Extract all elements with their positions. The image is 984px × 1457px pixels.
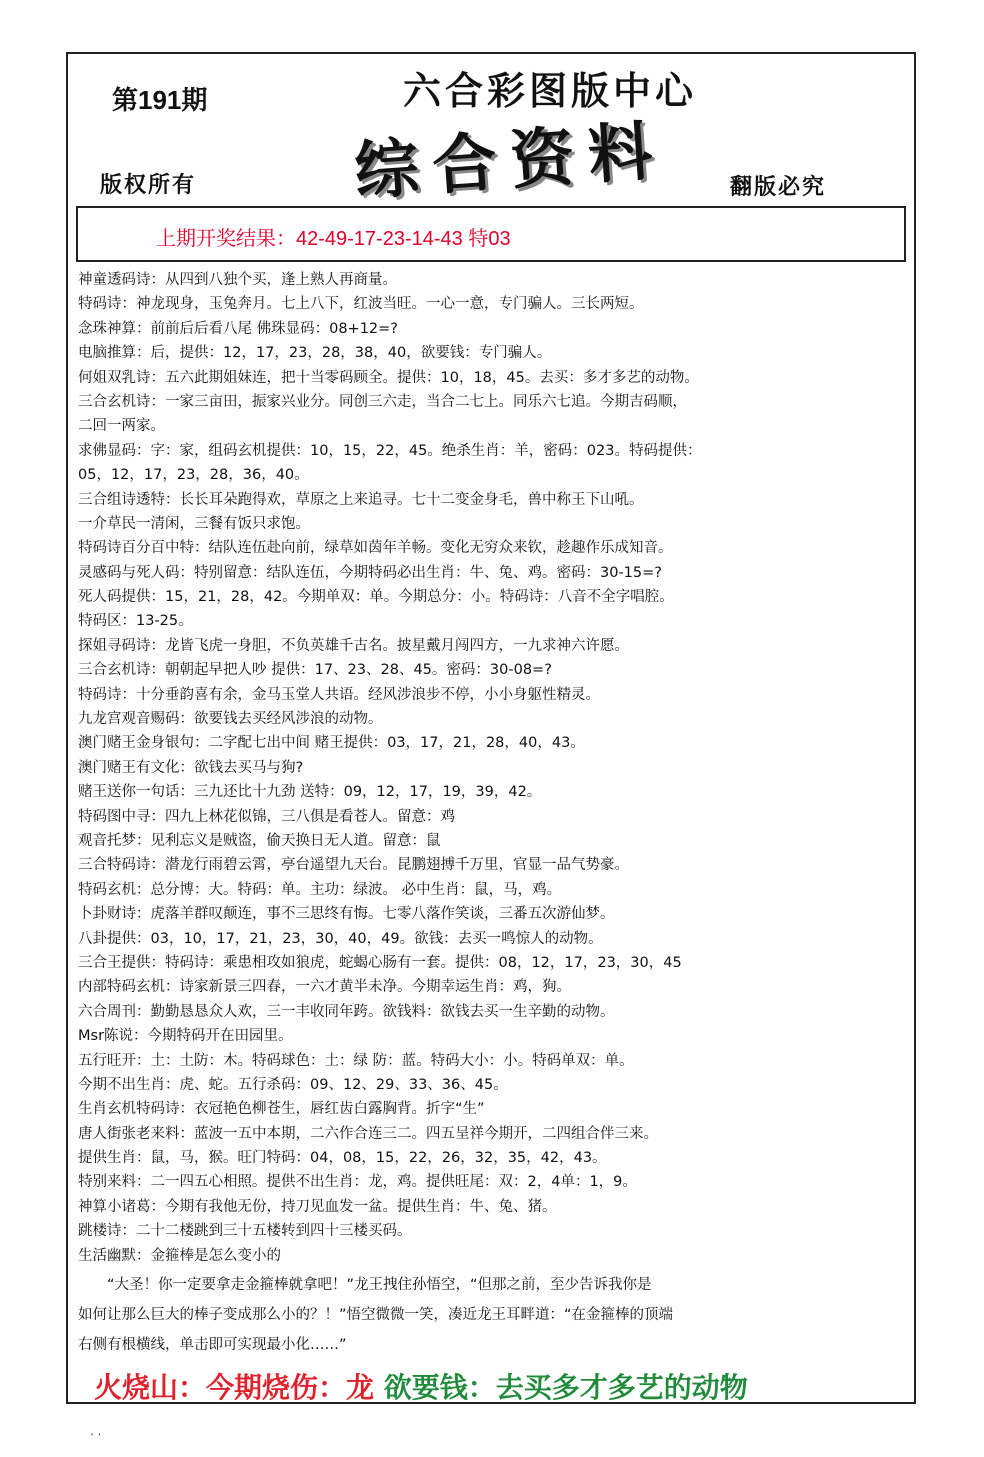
content-line: 特码诗：十分垂韵喜有余，金马玉堂人共语。经风涉浪步不停，小小身躯性精灵。	[78, 686, 600, 703]
content-line: 死人码提供：15，21，28，42。今期单双：单。今期总分：小。特码诗：八音不全字唱腔。	[78, 589, 674, 606]
content-line: 赌王送你一句话：三九还比十九劲 送特：09，12，17，19，39，42。	[78, 784, 542, 801]
content-line: 三合玄机诗：朝朝起早把人吵 提供：17、23、28、45。密码：30-08=?	[78, 662, 552, 679]
footer-banner	[94, 1366, 748, 1406]
story-line: 右侧有根横线，单击即可实现最小化……”	[78, 1337, 347, 1353]
content-line: 特码诗：神龙现身，玉兔奔月。七上八下，红波当旺。一心一意，专门骗人。三长两短。	[78, 296, 644, 313]
content-line: 三合王提供：特码诗：乘患相攻如狼虎，蛇蝎心肠有一套。提供：08，12，17，23，30，45	[78, 954, 682, 971]
story-line: “大圣！你一定要拿走金箍棒就拿吧！”龙王拽住孙悟空，“但那之前，至少告诉我你是	[78, 1277, 652, 1293]
content-line: 二回一两家。	[78, 418, 165, 435]
content-line: 九龙宫观音赐码：欲要钱去买经风涉浪的动物。	[78, 711, 383, 728]
content-line: 生活幽默：金箍棒是怎么变小的	[78, 1247, 281, 1264]
content-line: 提供生肖：鼠，马，猴。旺门特码：04，08，15，22，26，32，35，42，43。	[78, 1150, 607, 1167]
copyright-left: 版权所有	[100, 173, 197, 198]
content-list	[78, 268, 908, 1268]
main-title: 综合资料	[352, 113, 669, 210]
content-line: 念珠神算：前前后后看八尾 佛珠显码：08+12=?	[78, 320, 399, 337]
content-line: 一介草民一清闲，三餐有饭只求饱。	[78, 515, 310, 532]
content-line: 观音托梦：见利忘义是贼盗，偷天换日无人道。留意：鼠	[78, 832, 441, 849]
content-line: 三合玄机诗：一家三亩田，振家兴业分。同创三六走，当合二七上。同乐六七追。今期吉码顺，	[78, 393, 687, 410]
content-line: 唐人街张老来料：蓝波一五中本期，二六作合连三二。四五呈祥今期开，二四组合伴三来。	[78, 1125, 658, 1142]
content-line: 电脑推算：后，提供：12，17，23，28，38，40，欲要钱：专门骗人。	[78, 345, 552, 362]
content-line: 跳楼诗：二十二楼跳到三十五楼转到四十三楼买码。	[78, 1223, 412, 1240]
content-line: 今期不出生肖：虎、蛇。五行杀码：09、12、29、33、36、45。	[78, 1076, 508, 1093]
content-line: 特码诗百分百中特：结队连伍赴向前，绿草如茵年羊畅。变化无穷众来钦，趁趣作乐成知音。	[78, 540, 673, 557]
content-line: 探姐寻码诗：龙皆飞虎一身胆，不负英雄千古名。披星戴月闯四方，一九求神六许愿。	[78, 637, 629, 654]
content-line: 特码图中寻：四九上林花似锦，三八俱是看苍人。留意：鸡	[78, 808, 455, 825]
content-line: 五行旺开：土：土防：木。特码球色：土：绿 防：蓝。特码大小：小。特码单双：单。	[78, 1052, 634, 1069]
content-line: 特码玄机：总分博：大。特码：单。主功：绿波。 必中生肖：鼠，马，鸡。	[78, 881, 562, 898]
footer-red-text: 火烧山：今期烧伤：龙	[94, 1371, 375, 1404]
content-line: 卜卦财诗：虎落羊群叹颠连，事不三思终有悔。七零八落作笑谈，三番五次游仙梦。	[78, 906, 615, 923]
center-title: 六合彩图版中心	[402, 68, 697, 113]
content-line: 灵感码与死人码：特别留意：结队连伍，今期特码必出生肖：牛、兔、鸡。密码：30-15=?	[78, 564, 662, 581]
humor-story	[78, 1270, 908, 1360]
result-box	[76, 206, 906, 262]
content-line: 内部特码玄机：诗家新景三四春，一六才黄半未净。今期幸运生肖：鸡，狗。	[78, 979, 571, 996]
footer-green-text: 欲要钱：去买多才多艺的动物	[383, 1371, 748, 1404]
content-line: 神童透码诗：从四到八独个买，逢上熟人再商量。	[78, 272, 397, 288]
content-line: 生肖玄机特码诗：衣冠艳色柳苍生，唇红齿白露胸背。折字“生”	[78, 1101, 485, 1118]
issue-number: 第191期	[112, 85, 208, 115]
content-line: 三合特码诗：潜龙行雨碧云霄，亭台遥望九天台。昆鹏翅搏千万里，官显一品气势豪。	[78, 857, 629, 874]
content-line: 求佛显码：字：家，组码玄机提供：10，15，22，45。绝杀生肖：羊，密码：023。特码提供：	[78, 442, 702, 459]
content-line: 特码区：13-25。	[78, 613, 193, 630]
content-line: 六合周刊：勤勤恳恳众人欢，三一丰收同年跨。欲钱料：欲钱去买一生辛勤的动物。	[78, 1003, 615, 1020]
content-line: 05，12，17，23，28，36，40。	[78, 467, 309, 484]
content-line: 澳门赌王金身银句：二字配七出中间 赌王提供：03，17，21，28，40，43。	[78, 735, 585, 752]
content-line: 特别来料：二一四五心相照。提供不出生肖：龙，鸡。提供旺尾：双：2，4单：1，9。	[78, 1174, 637, 1191]
content-line: Msr陈说：今期特码开在田园里。	[78, 1028, 293, 1045]
content-line: 何姐双乳诗：五六此期姐妹连，把十当零码顾全。提供：10，18，45。去买：多才多艺的动物。	[78, 369, 699, 386]
corner-dots: . .	[90, 1424, 102, 1438]
content-line: 神算小诸葛：今期有我他无份，持刀见血发一盆。提供生肖：牛、兔、猪。	[78, 1198, 557, 1215]
content-line: 三合组诗透特：长长耳朵跑得欢，草原之上来追寻。七十二变金身毛，兽中称王下山吼。	[78, 491, 644, 508]
story-line: 如何让那么巨大的棒子变成那么小的？！”悟空微微一笑，凑近龙王耳畔道：“在金箍棒的顶端	[78, 1307, 674, 1323]
copyright-right: 翻版必究	[730, 175, 827, 200]
content-line: 澳门赌王有文化：欲钱去买马与狗?	[78, 759, 304, 776]
result-text: 上期开奖结果：42-49-17-23-14-43 特03	[156, 228, 511, 250]
content-line: 八卦提供：03，10，17，21，23，30，40，49。欲钱：去买一鸣惊人的动物。	[78, 930, 603, 947]
